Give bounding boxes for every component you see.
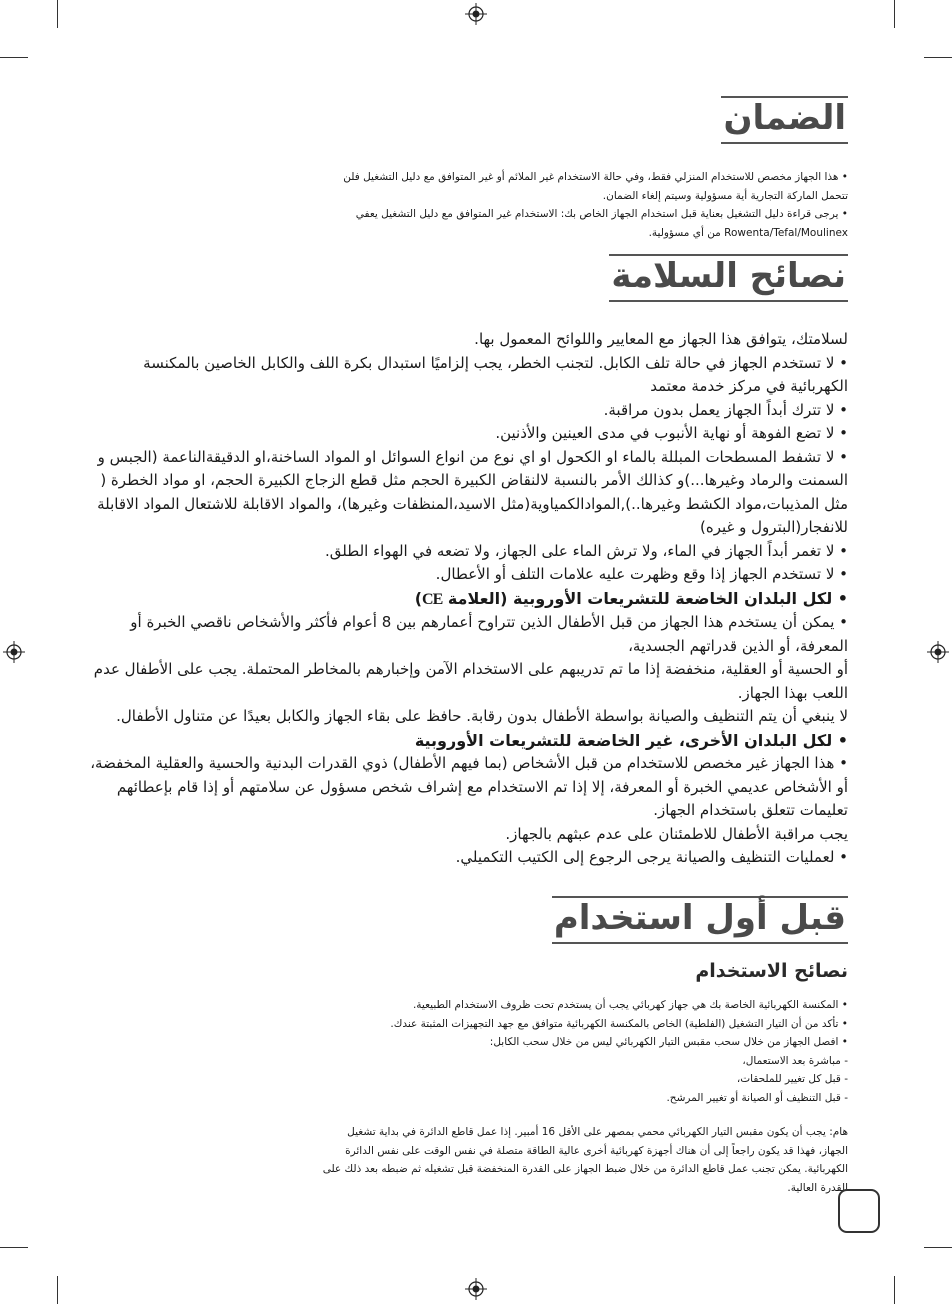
other-countries-heading: • لكل البلدان الأخرى، غير الخاضعة للتشريعات الأوروبية	[414, 730, 848, 750]
eu-paragraph: لا ينبغي أن يتم التنظيف والصيانة بواسطة الأطفال بدون رقابة. حافظ على بقاء الجهاز والكابل بعيدًا عن متناول الأطفال.	[116, 707, 848, 725]
eu-heading	[90, 587, 848, 612]
warranty-line: • يرجى قراءة دليل التشغيل بعناية قبل استخدام الجهاز الخاص بك: الاستخدام غير المتوافق مع دليل التشغيل يعفي	[355, 208, 848, 220]
usage-tips-list	[90, 996, 848, 1107]
other-paragraph: • هذا الجهاز غير مخصص للاستخدام من قبل الأشخاص (بما فيهم الأطفال) ذوي القدرات البدنية والحسية والعقلية المخفضة، أو الأشخاص عديمي الخبرة أو المعرفة، إلا إذا تم الاستخدام مع إشراف شخص مسؤول عن سلامتهم أو إذا قام بإعطائهم تعليمات تتعلق باستخدام الجهاز.	[90, 754, 848, 819]
crop-mark	[924, 57, 952, 58]
page-number-box	[838, 1189, 880, 1233]
safety-bullet: • لا تستخدم الجهاز في حالة تلف الكابل. لتجنب الخطر، يجب إلزاميًا استبدال بكرة اللف والكابل الخاصين بالمكنسة الكهربائية في مركز خدمة معتمد	[143, 353, 848, 395]
registration-mark-icon	[465, 3, 487, 25]
safety-intro: لسلامتك، يتوافق هذا الجهاز مع المعايير واللوائح المعمول بها.	[474, 330, 848, 348]
before-first-use-title: قبل أول استخدام	[552, 896, 848, 944]
safety-bullet: • لا تغمر أبداً الجهاز في الماء، ولا ترش الماء على الجهاز، ولا تضعه في الهواء الطلق.	[325, 541, 848, 560]
warranty-line: Rowenta/Tefal/Moulinex من أي مسؤولية.	[648, 226, 848, 239]
list-item: • تأكد من أن التيار التشغيل (الفلطية) الخاص بالمكنسة الكهربائية متوافق مع جهد التجهيزات المثبتة عندك.	[390, 1017, 848, 1030]
other-paragraph: يجب مراقبة الأطفال للاطمئنان على عدم عبثهم بالجهاز.	[505, 824, 848, 843]
note-line: الجهاز، فهذا قد يكون راجعاً إلى أن هناك أجهزة كهربائية أخرى عالية الطاقة متصلة في نفس الوقت على نفس الدائرة	[345, 1144, 848, 1157]
note-line: هام: يجب أن يكون مقبس التيار الكهربائي محمي بمصهر على الأقل 16 أمبير. إذا عمل قاطع الدائرة في بداية تشغيل	[347, 1126, 848, 1138]
registration-mark-icon	[3, 641, 25, 663]
registration-mark-icon	[465, 1278, 487, 1300]
before-first-use-section	[90, 896, 848, 1197]
crop-mark	[57, 1276, 58, 1304]
safety-bullet: • لا تضع الفوهة أو نهاية الأنبوب في مدى العينين والأذنين.	[495, 424, 848, 442]
warranty-title: الضمان	[721, 96, 848, 144]
crop-mark	[0, 1247, 28, 1248]
crop-mark	[57, 0, 58, 28]
warranty-line: • هذا الجهاز مخصص للاستخدام المنزلي فقط، وفي حالة الاستخدام غير الملائم أو غير المتوافق مع دليل التشغيل فلن	[343, 171, 848, 183]
list-item: • افصل الجهاز من خلال سحب مقبس التيار الكهربائي ليس من خلال سحب الكابل:	[489, 1036, 848, 1048]
registration-mark-icon	[927, 641, 949, 663]
safety-bullet: • لا تترك أبداً الجهاز يعمل بدون مراقبة.	[603, 400, 848, 419]
eu-paragraph: • يمكن أن يستخدم هذا الجهاز من قبل الأطفال الذين تتراوح أعمارهم بين 8 أعوام فأكثر والأشخاص ناقصي الخبرة أو المعرفة، أو الذين قدراتهم الجسدية،	[130, 613, 848, 655]
list-item: • المكنسة الكهربائية الخاصة بك هي جهاز كهربائي يجب أن يستخدم تحت ظروف الاستخدام الطبيعية.	[412, 999, 848, 1011]
note-line: الكهربائية. يمكن تجنب عمل قاطع الدائرة من خلال ضبط الجهاز على القدرة المنخفضة قبل تشغيله ثم ضبطه بعد ذلك على	[322, 1163, 848, 1175]
list-item: - مباشرة بعد الاستعمال،	[742, 1054, 848, 1067]
warranty-section	[90, 96, 848, 242]
crop-mark	[0, 57, 28, 58]
ce-mark-icon: CE	[422, 590, 443, 608]
eu-heading-close: )	[414, 588, 423, 608]
safety-bullet: • لا تستخدم الجهاز إذا وقع وظهرت عليه علامات التلف أو الأعطال.	[435, 565, 848, 583]
crop-mark	[894, 0, 895, 28]
other-paragraph: • لعمليات التنظيف والصيانة يرجى الرجوع إلى الكتيب التكميلي.	[455, 848, 848, 866]
list-item: - قبل التنظيف أو الصيانة أو تغيير المرشح.	[666, 1091, 848, 1104]
warranty-text	[90, 168, 848, 242]
crop-mark	[924, 1247, 952, 1248]
safety-bullet: • لا تشفط المسطحات المبللة بالماء او الكحول او اي نوع من انواع السوائل او المواد الساخنة،او الدقيقةالناعمة (الجبس و السمنت والرماد وغيرها...)و كذالك الأمر بالنسبة لالنقاض الكبيرة الحجم مثل قطع الزجاج الكبيرة الحجم، او مواد الخطرة ( مثل المذيبات،مواد الكشط وغيرها..),الموادالكمياوية(مثل الاسيد،المنظفات وغيرها)، والمواد الاقابلة للاشتعال المواد الاقابلة للانفجار(البترول و غيره)	[97, 447, 848, 536]
warranty-line: تتحمل الماركة التجارية أية مسؤولية وسيتم إلغاء الضمان.	[602, 189, 848, 202]
important-note	[90, 1123, 848, 1197]
note-line: القدرة العالية.	[787, 1181, 848, 1194]
crop-mark	[894, 1276, 895, 1304]
eu-heading-text: • لكل البلدان الخاضعة للتشريعات الأوروبية (العلامة	[447, 588, 848, 608]
eu-paragraph: أو الحسية أو العقلية، منخفضة إذا ما تم تدريبهم على الاستخدام الآمن وإخبارهم بالمخاطر المحتملة. يجب على الأطفال عدم اللعب بهذا الجهاز.	[93, 660, 848, 702]
list-item: - قبل كل تغيير للملحقات،	[736, 1073, 848, 1085]
safety-title: نصائح السلامة	[609, 254, 848, 302]
usage-tips-subtitle: نصائح الاستخدام	[695, 960, 848, 982]
safety-text	[90, 328, 848, 870]
safety-section	[90, 254, 848, 870]
